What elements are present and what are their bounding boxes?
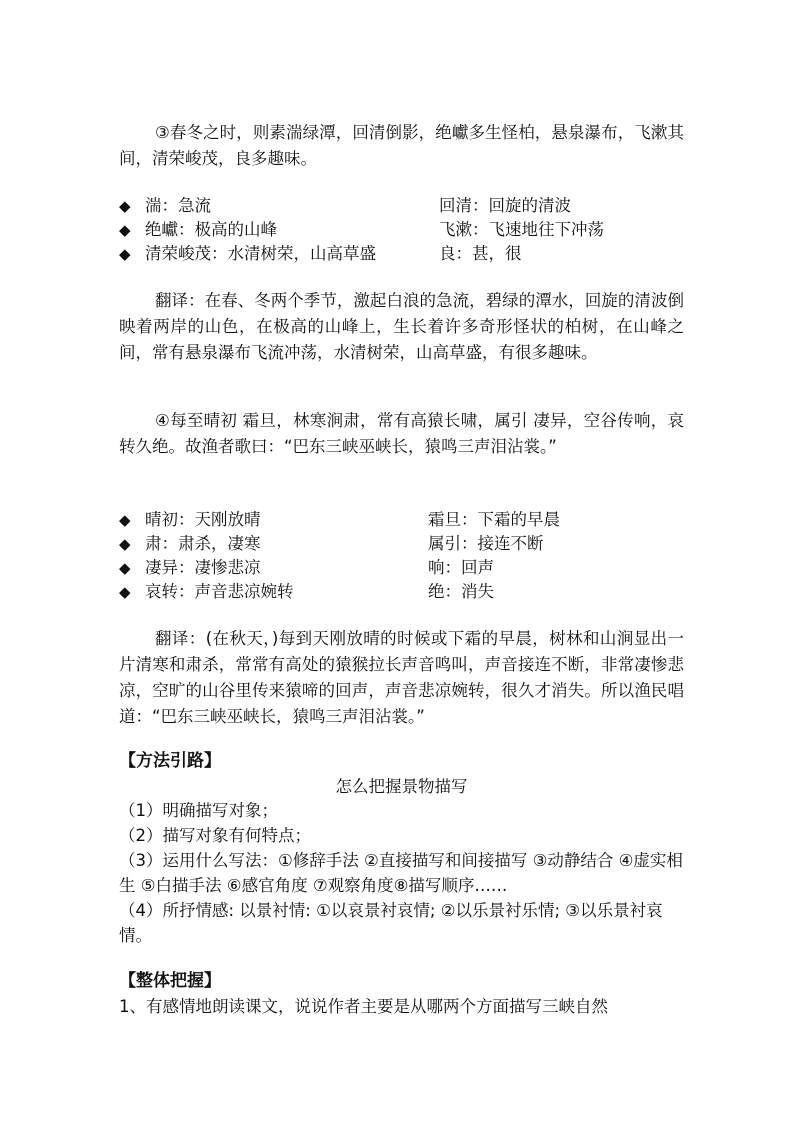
method-list [119,798,684,948]
gloss-row [119,508,684,532]
paragraph-3: ③春冬之时，则素湍绿潭，回清倒影，绝巘多生怪柏，悬泉瀑布，飞漱其间，清荣峻茂，良多趣味。 [119,123,684,168]
method-item: （3）运用什么写法：①修辞手法 ②直接描写和间接描写 ③动静结合 ④虚实相生 ⑤白描手法 ⑥感官角度 ⑦观察角度⑧描写顺序…… [119,851,683,895]
paragraph-4: ④每至晴初 霜旦，林寒涧肃，常有高猿长啸，属引 凄异，空谷传响，哀转久绝。故渔者歌曰：“巴东三峡巫峡长，猿鸣三声泪沾裳。” [119,411,684,456]
question-1: 1、有感情地朗读课文，说说作者主要是从哪两个方面描写三峡自然 [119,997,608,1016]
gloss-term: 良：甚，很 [439,244,522,263]
diamond-bullet-icon: ◆ [119,583,131,601]
diamond-bullet-icon: ◆ [119,535,131,553]
diamond-bullet-icon: ◆ [119,197,131,215]
gloss-term: 回清：回旋的清波 [439,196,571,215]
glossary-3 [119,194,684,266]
gloss-row [119,194,684,218]
overall-heading: 【整体把握】 [119,971,221,991]
gloss-term: 晴初：天刚放晴 [145,510,261,529]
method-item: （4）所抒情感: 以景衬情: ①以哀景衬哀情; ②以乐景衬乐情; ③以乐景衬哀情。 [119,901,663,945]
gloss-row [119,242,684,266]
gloss-row [119,218,684,242]
gloss-term: 凄异：凄惨悲凉 [145,558,261,577]
diamond-bullet-icon: ◆ [119,221,131,239]
diamond-bullet-icon: ◆ [119,245,131,263]
method-item: （2）描写对象有何特点； [119,826,311,845]
method-item: （1）明确描写对象； [119,801,278,820]
diamond-bullet-icon: ◆ [119,511,131,529]
gloss-term: 响：回声 [428,558,494,577]
gloss-term: 飞漱：飞速地往下冲荡 [439,220,604,239]
gloss-row [119,532,684,556]
gloss-term: 属引：接连不断 [428,534,544,553]
glossary-4 [119,508,684,604]
gloss-term: 肃：肃杀，凄寒 [145,534,261,553]
gloss-term: 湍：急流 [145,196,211,215]
gloss-row [119,580,684,604]
gloss-term: 清荣峻茂：水清树荣，山高草盛 [145,244,376,263]
method-heading: 【方法引路】 [119,751,221,771]
translation-3: 翻译：在春、冬两个季节，激起白浪的急流，碧绿的潭水，回旋的清波倒映着两岸的山色，在极高的山峰上，生长着许多奇形怪状的柏树，在山峰之间，常有悬泉瀑布飞流冲荡，水清树荣，山高草盛，有很多趣味。 [119,291,684,362]
method-subtitle: 怎么把握景物描写 [335,777,468,796]
translation-4: 翻译：(在秋天，)每到天刚放晴的时候或下霜的早晨，树林和山涧显出一片清寒和肃杀，常常有高处的猿猴拉长声音鸣叫，声音接连不断，非常凄惨悲凉，空旷的山谷里传来猿啼的回声，声音悲凉婉转，很久才消失。所以渔民唱道：“巴东三峡巫峡长，猿鸣三声泪沾裳。” [119,629,684,726]
gloss-term: 哀转：声音悲凉婉转 [145,582,294,601]
gloss-term: 绝：消失 [428,582,494,601]
gloss-term: 霜旦：下霜的早晨 [428,510,560,529]
diamond-bullet-icon: ◆ [119,559,131,577]
gloss-term: 绝巘：极高的山峰 [145,220,277,239]
gloss-row [119,556,684,580]
